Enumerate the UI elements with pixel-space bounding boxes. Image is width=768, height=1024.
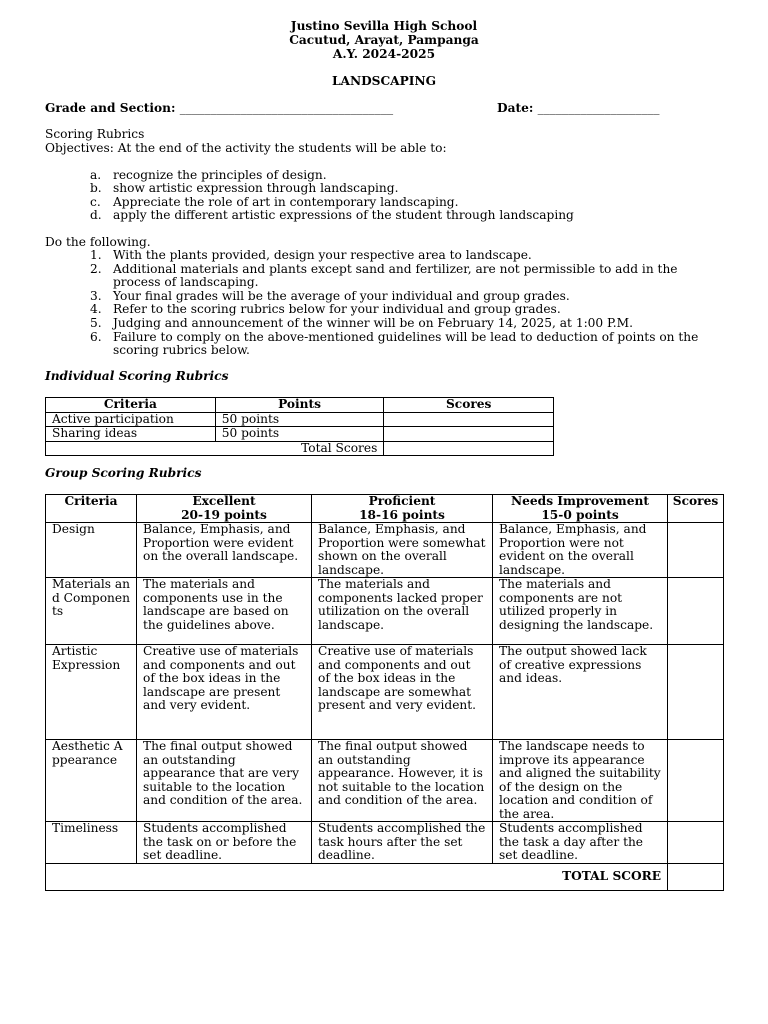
objectives-list bbox=[90, 169, 750, 223]
needs-improvement-cell: The materials and components are not utilized properly in designing the landscape. bbox=[493, 578, 668, 645]
table-row bbox=[46, 578, 724, 645]
column-header: Scores bbox=[384, 398, 554, 413]
criteria-cell: Timeliness bbox=[46, 822, 137, 864]
list-item: d. apply the different artistic expressions of the student through landscaping bbox=[90, 208, 574, 223]
table-row bbox=[46, 645, 724, 740]
total-row bbox=[46, 863, 724, 890]
grade-section-label: Grade and Section: bbox=[45, 101, 176, 115]
objectives-intro: Objectives: At the end of the activity the students will be able to: bbox=[45, 141, 447, 155]
score-cell[interactable] bbox=[384, 427, 554, 442]
score-cell[interactable] bbox=[384, 412, 554, 427]
needs-improvement-cell: The landscape needs to improve its appearance and aligned the suitability of the design on the location and condition of the area. bbox=[493, 740, 668, 822]
excellent-cell: Creative use of materials and components and out of the box ideas in the landscape are present and very evident. bbox=[137, 645, 312, 740]
table-row bbox=[46, 740, 724, 822]
table-row bbox=[46, 427, 554, 442]
instructions-list bbox=[90, 249, 725, 358]
score-cell[interactable] bbox=[668, 740, 724, 822]
column-header-proficient: Proficient 18-16 points bbox=[312, 495, 493, 523]
list-item: 6. Failure to comply on the above-mentioned guidelines will be lead to deduction of points on the scoring rubrics below. bbox=[90, 329, 699, 358]
table-row bbox=[46, 523, 724, 578]
needs-improvement-cell: Balance, Emphasis, and Proportion were not evident on the overall landscape. bbox=[493, 523, 668, 578]
total-score-cell[interactable] bbox=[668, 863, 724, 890]
criteria-cell: Aesthetic Appearance bbox=[46, 740, 137, 822]
individual-rubrics-table bbox=[45, 397, 554, 456]
score-cell[interactable] bbox=[668, 645, 724, 740]
criteria-cell: Design bbox=[46, 523, 137, 578]
proficient-cell: Balance, Emphasis, and Proportion were somewhat shown on the overall landscape. bbox=[312, 523, 493, 578]
list-item: c. Appreciate the role of art in contemporary landscaping. bbox=[90, 194, 459, 209]
column-header: Criteria bbox=[46, 398, 216, 413]
proficient-cell: Creative use of materials and components and out of the box ideas in the landscape are somewhat present and very evident. bbox=[312, 645, 493, 740]
excellent-cell: The final output showed an outstanding appearance that are very suitable to the location and condition of the area. bbox=[137, 740, 312, 822]
list-item: 3. Your final grades will be the average of your individual and group grades. bbox=[90, 288, 570, 303]
points-cell: 50 points bbox=[215, 412, 384, 427]
page-title: LANDSCAPING bbox=[331, 74, 437, 88]
excellent-cell: Students accomplished the task on or before the set deadline. bbox=[137, 822, 312, 864]
grade-section-line bbox=[45, 102, 745, 116]
grade-section-blank[interactable]: ___________________________________ bbox=[179, 101, 394, 115]
table-row bbox=[46, 822, 724, 864]
total-score-cell[interactable] bbox=[384, 441, 554, 456]
list-item: a. recognize the principles of design. bbox=[90, 168, 327, 182]
excellent-cell: Balance, Emphasis, and Proportion were evident on the overall landscape. bbox=[137, 523, 312, 578]
column-header-excellent: Excellent 20-19 points bbox=[137, 495, 312, 523]
school-name: Justino Sevilla High School bbox=[290, 19, 478, 33]
school-header bbox=[0, 20, 768, 62]
proficient-cell: The final output showed an outstanding appearance. However, it is not suitable to the location and condition of the area. bbox=[312, 740, 493, 822]
date-label: Date: bbox=[497, 101, 534, 115]
criteria-cell: Materials and Components bbox=[46, 578, 137, 645]
criteria-cell: Active participation bbox=[46, 412, 216, 427]
score-cell[interactable] bbox=[668, 822, 724, 864]
needs-improvement-cell: Students accomplished the task a day after the set deadline. bbox=[493, 822, 668, 864]
score-cell[interactable] bbox=[668, 578, 724, 645]
total-scores-label: Total Scores bbox=[46, 441, 384, 456]
group-rubrics-table bbox=[45, 494, 724, 891]
points-cell: 50 points bbox=[215, 427, 384, 442]
table-row bbox=[46, 412, 554, 427]
proficient-cell: The materials and components lacked proper utilization on the overall landscape. bbox=[312, 578, 493, 645]
proficient-cell: Students accomplished the task hours after the set deadline. bbox=[312, 822, 493, 864]
column-header-scores: Scores bbox=[668, 495, 724, 523]
needs-improvement-cell: The output showed lack of creative expressions and ideas. bbox=[493, 645, 668, 740]
scoring-rubrics-label: Scoring Rubrics bbox=[45, 127, 145, 141]
total-row bbox=[46, 441, 554, 456]
excellent-cell: The materials and components use in the landscape are based on the guidelines above. bbox=[137, 578, 312, 645]
column-header: Points bbox=[215, 398, 384, 413]
column-header-criteria: Criteria bbox=[46, 495, 137, 523]
date-blank[interactable]: ____________________ bbox=[537, 101, 660, 115]
table-header-row bbox=[46, 495, 724, 523]
criteria-cell: Artistic Expression bbox=[46, 645, 137, 740]
instructions-label: Do the following. bbox=[45, 235, 151, 249]
list-item: 1. With the plants provided, design your respective area to landscape. bbox=[90, 248, 532, 262]
total-score-label: TOTAL SCORE bbox=[46, 863, 668, 890]
school-address: Cacutud, Arayat, Pampanga bbox=[289, 33, 479, 47]
group-rubrics-title: Group Scoring Rubrics bbox=[45, 466, 202, 480]
list-item: 4. Refer to the scoring rubrics below for your individual and group grades. bbox=[90, 302, 561, 317]
column-header-needs-improvement: Needs Improvement 15-0 points bbox=[493, 495, 668, 523]
list-item: 5. Judging and announcement of the winner will be on February 14, 2025, at 1:00 P.M. bbox=[90, 315, 634, 330]
score-cell[interactable] bbox=[668, 523, 724, 578]
individual-rubrics-title: Individual Scoring Rubrics bbox=[45, 369, 229, 383]
list-item: 2. Additional materials and plants except sand and fertilizer, are not permissible to add in the process of landscaping. bbox=[90, 261, 678, 290]
academic-year: A.Y. 2024-2025 bbox=[332, 47, 436, 61]
table-header-row bbox=[46, 398, 554, 413]
criteria-cell: Sharing ideas bbox=[46, 427, 216, 442]
list-item: b. show artistic expression through landscaping. bbox=[90, 181, 399, 196]
